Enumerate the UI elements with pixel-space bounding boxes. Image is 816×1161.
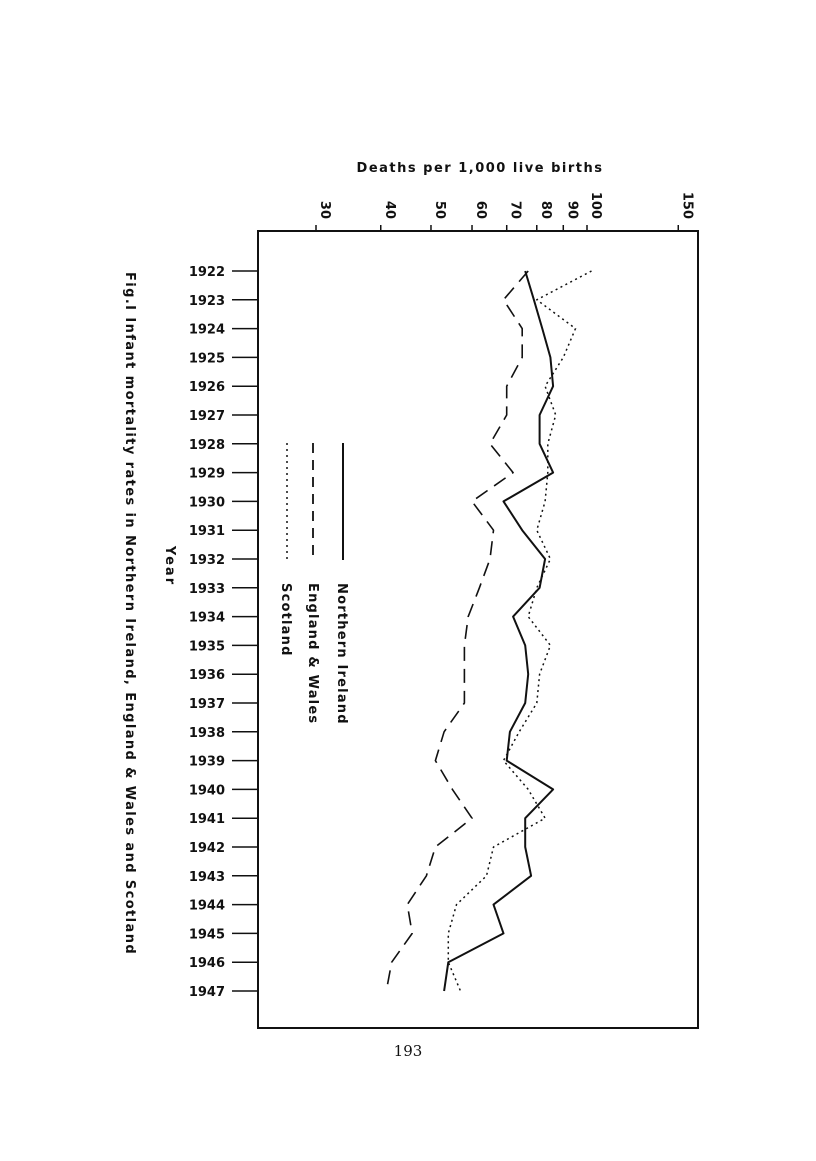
legend-label-england-wales: England & Wales <box>305 583 320 725</box>
year-label: 1938 <box>188 725 225 741</box>
series-line-england-wales <box>386 271 528 991</box>
year-label: 1929 <box>188 466 225 482</box>
value-tick-label: 80 <box>537 200 553 219</box>
series-line-northern-ireland <box>444 271 553 991</box>
value-axis-ticks <box>316 192 694 231</box>
figure-caption: Fig.I Infant mortality rates in Northern Ireland, England & Wales and Scotland <box>122 272 137 956</box>
year-label: 1947 <box>188 985 225 1000</box>
legend <box>278 443 349 725</box>
value-tick-label: 70 <box>507 200 523 219</box>
year-label: 1934 <box>188 610 225 626</box>
year-label: 1942 <box>188 841 225 856</box>
year-label: 1924 <box>188 322 225 338</box>
value-tick-label: 150 <box>679 191 695 219</box>
year-label: 1931 <box>188 524 225 540</box>
year-label: 1927 <box>188 409 225 424</box>
value-tick-label: 40 <box>381 200 397 219</box>
plot-frame <box>258 231 698 1028</box>
category-axis-label: Year <box>162 545 177 587</box>
year-label: 1932 <box>188 553 225 568</box>
year-label: 1925 <box>188 351 225 367</box>
year-label: 1941 <box>188 812 225 828</box>
year-label: 1922 <box>188 265 225 280</box>
year-label: 1928 <box>188 437 225 453</box>
value-tick-label: 60 <box>473 200 489 219</box>
year-label: 1933 <box>188 581 225 597</box>
value-tick-label: 30 <box>317 200 332 219</box>
year-label: 1926 <box>188 380 225 396</box>
legend-label-northern-ireland: Northern Ireland <box>334 583 349 725</box>
year-axis-labels <box>189 265 258 1000</box>
year-label: 1943 <box>188 869 225 885</box>
year-label: 1937 <box>188 697 225 712</box>
value-tick-label: 50 <box>431 200 447 219</box>
year-label: 1945 <box>188 927 225 943</box>
year-label: 1935 <box>188 639 225 655</box>
series-lines <box>386 271 591 991</box>
year-label: 1939 <box>188 754 225 770</box>
value-tick-label: 100 <box>588 191 603 219</box>
year-label: 1930 <box>188 495 225 511</box>
page-number: 193 <box>393 1042 423 1060</box>
year-label: 1940 <box>188 783 225 799</box>
year-label: 1946 <box>188 956 225 972</box>
value-tick-label: 90 <box>564 200 580 219</box>
legend-label-scotland: Scotland <box>278 583 293 657</box>
year-label: 1944 <box>188 898 225 914</box>
year-label: 1923 <box>188 293 225 309</box>
year-label: 1936 <box>188 668 225 684</box>
value-axis-label: Deaths per 1,000 live births <box>356 161 604 176</box>
